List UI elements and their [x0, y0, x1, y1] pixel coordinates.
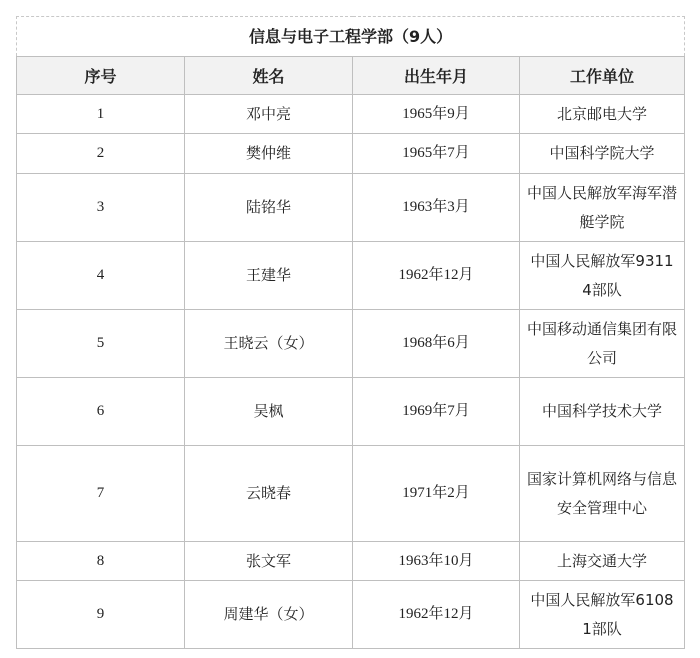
row-unit: 上海交通大学 [520, 542, 685, 581]
row-name: 邓中亮 [185, 95, 353, 134]
row-name: 王建华 [185, 242, 353, 310]
row-unit: 国家计算机网络与信息安全管理中心 [520, 446, 685, 542]
row-name: 云晓春 [185, 446, 353, 542]
table-row [17, 95, 685, 134]
academician-table [16, 16, 685, 649]
row-unit: 中国移动通信集团有限公司 [520, 310, 685, 378]
table-body [17, 95, 685, 649]
row-name: 王晓云（女） [185, 310, 353, 378]
row-index: 5 [17, 310, 185, 378]
table-row [17, 134, 685, 174]
row-birth: 1968年6月 [353, 310, 520, 378]
row-unit: 中国人民解放军61081部队 [520, 581, 685, 649]
row-unit: 北京邮电大学 [520, 95, 685, 134]
header-unit: 工作单位 [520, 57, 685, 95]
table-title: 信息与电子工程学部（9人） [17, 17, 685, 57]
row-index: 1 [17, 95, 185, 134]
row-unit: 中国人民解放军93114部队 [520, 242, 685, 310]
row-index: 2 [17, 134, 185, 174]
row-index: 8 [17, 542, 185, 581]
row-name: 吴枫 [185, 378, 353, 446]
row-index: 4 [17, 242, 185, 310]
table-row [17, 542, 685, 581]
row-name: 陆铭华 [185, 174, 353, 242]
header-birth: 出生年月 [353, 57, 520, 95]
row-birth: 1971年2月 [353, 446, 520, 542]
table-row [17, 378, 685, 446]
row-birth: 1965年9月 [353, 95, 520, 134]
row-unit: 中国人民解放军海军潜艇学院 [520, 174, 685, 242]
row-name: 樊仲维 [185, 134, 353, 174]
row-index: 3 [17, 174, 185, 242]
table-title-row [17, 17, 685, 57]
academician-table-container [16, 16, 684, 649]
row-birth: 1962年12月 [353, 581, 520, 649]
row-birth: 1965年7月 [353, 134, 520, 174]
row-birth: 1963年3月 [353, 174, 520, 242]
row-birth: 1962年12月 [353, 242, 520, 310]
row-index: 6 [17, 378, 185, 446]
row-index: 7 [17, 446, 185, 542]
row-name: 周建华（女） [185, 581, 353, 649]
table-row [17, 581, 685, 649]
table-row [17, 174, 685, 242]
table-header-row [17, 57, 685, 95]
row-unit: 中国科学院大学 [520, 134, 685, 174]
row-unit: 中国科学技术大学 [520, 378, 685, 446]
header-name: 姓名 [185, 57, 353, 95]
header-index: 序号 [17, 57, 185, 95]
row-index: 9 [17, 581, 185, 649]
table-row [17, 242, 685, 310]
table-row [17, 310, 685, 378]
row-birth: 1969年7月 [353, 378, 520, 446]
table-row [17, 446, 685, 542]
row-birth: 1963年10月 [353, 542, 520, 581]
row-name: 张文军 [185, 542, 353, 581]
